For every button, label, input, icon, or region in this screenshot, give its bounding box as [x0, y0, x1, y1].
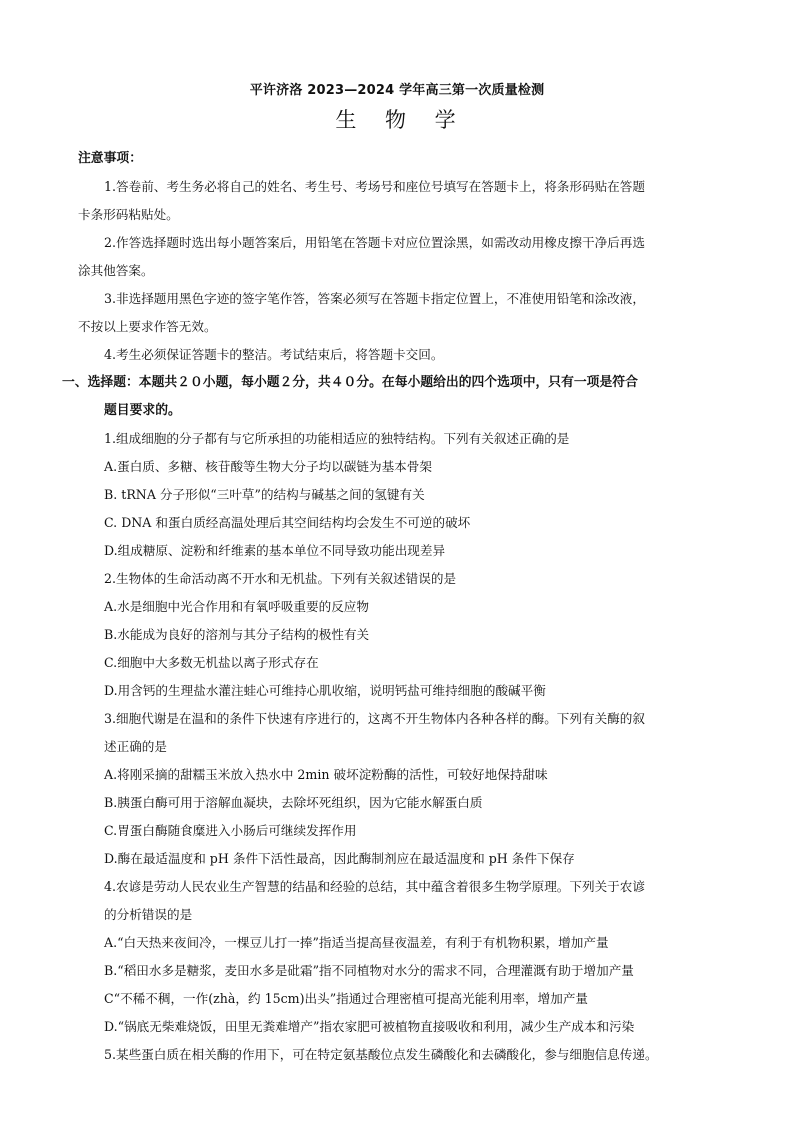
question-stem-cont: 的分析错误的是	[104, 907, 193, 922]
option-c: C“不稀不稠，一作(zhà，约 15cm)出头”指通过合理密植可提高光能利用率，增加产量	[104, 991, 589, 1006]
option-d: D.用含钙的生理盐水灌注蛙心可维持心肌收缩，说明钙盐可维持细胞的酸碱平衡	[104, 683, 546, 698]
option-c: C.胃蛋白酶随食糜进入小肠后可继续发挥作用	[104, 823, 357, 838]
option-c: C.细胞中大多数无机盐以离子形式存在	[104, 655, 319, 670]
option-d: D.酶在最适温度和 pH 条件下活性最高，因此酶制剂应在最适温度和 pH 条件下保存	[104, 851, 575, 866]
question-stem: 4.农谚是劳动人民农业生产智慧的结晶和经验的总结，其中蕴含着很多生物学原理。下列关于农谚	[104, 879, 645, 894]
notice-item-3: 3.非选择题用黑色字迹的签字笔作答，答案必须写在答题卡指定位置上，不准使用铅笔和涂改液， 不按以上要求作答无效。	[78, 291, 645, 334]
option-a: A.水是细胞中光合作用和有氧呼吸重要的反应物	[104, 599, 369, 614]
question-stem: 5.某些蛋白质在相关酶的作用下，可在特定氨基酸位点发生磷酸化和去磷酸化，参与细胞信息传递。	[104, 1047, 658, 1062]
paper-body	[62, 145, 718, 1069]
option-a: A.“白天热来夜间冷，一棵豆儿打一捧”指适当提高昼夜温差，有利于有机物积累，增加产量	[104, 935, 609, 950]
question-stem: 1.组成细胞的分子都有与它所承担的功能相适应的独特结构。下列有关叙述正确的是	[104, 431, 570, 446]
question-stem: 3.细胞代谢是在温和的条件下快速有序进行的，这离不开生物体内各种各样的酶。下列有关酶的叙	[104, 711, 645, 726]
section-1-title: 一、选择题：本题共２０小题，每小题２分，共４０分。在每小题给出的四个选项中，只有一项是符合 题目要求的。	[62, 375, 638, 418]
question-stem-cont: 述正确的是	[104, 739, 167, 754]
question-2	[78, 565, 718, 705]
option-b: B.水能成为良好的溶剂与其分子结构的极性有关	[104, 627, 370, 642]
option-a: A.蛋白质、多糖、核苷酸等生物大分子均以碳链为基本骨架	[104, 459, 432, 474]
question-5	[78, 1041, 718, 1069]
option-b: B. tRNA 分子形似“三叶草”的结构与碱基之间的氢键有关	[104, 487, 425, 502]
question-4	[78, 873, 718, 1041]
notice-heading: 注意事项：	[78, 151, 142, 166]
question-3	[78, 705, 718, 873]
option-b: B.胰蛋白酶可用于溶解血凝块，去除坏死组织，因为它能水解蛋白质	[104, 795, 483, 810]
option-a: A.将刚采摘的甜糯玉米放入热水中 2min 破坏淀粉酶的活性，可较好地保持甜味	[104, 767, 548, 782]
notice-item-2: 2.作答选择题时选出每小题答案后，用铅笔在答题卡对应位置涂黑，如需改动用橡皮擦干净后再选 涂其他答案。	[78, 235, 645, 278]
option-b: B.“稻田水多是糖浆，麦田水多是砒霜”指不同植物对水分的需求不同，合理灌溉有助于增加产量	[104, 963, 634, 978]
option-d: D.组成糖原、淀粉和纤维素的基本单位不同导致功能出现差异	[104, 543, 446, 558]
exam-title: 平许济洛 2023—2024 学年高三第一次质量检测	[249, 83, 545, 98]
subject-title: 生 物 学	[335, 108, 467, 132]
notice-item-1: 1.答卷前、考生务必将自己的姓名、考生号、考场号和座位号填写在答题卡上，将条形码贴在答题 卡条形码粘贴处。	[78, 179, 645, 222]
option-c: C. DNA 和蛋白质经高温处理后其空间结构均会发生不可逆的破坏	[104, 515, 471, 530]
question-1	[78, 425, 718, 565]
option-d: D.“锅底无柴难烧饭，田里无粪难增产”指农家肥可被植物直接吸收和利用，减少生产成本和污染	[104, 1019, 635, 1034]
notice-item-4: 4.考生必须保证答题卡的整洁。考试结束后，将答题卡交回。	[104, 347, 444, 362]
question-stem: 2.生物体的生命活动离不开水和无机盐。下列有关叙述错误的是	[104, 571, 457, 586]
